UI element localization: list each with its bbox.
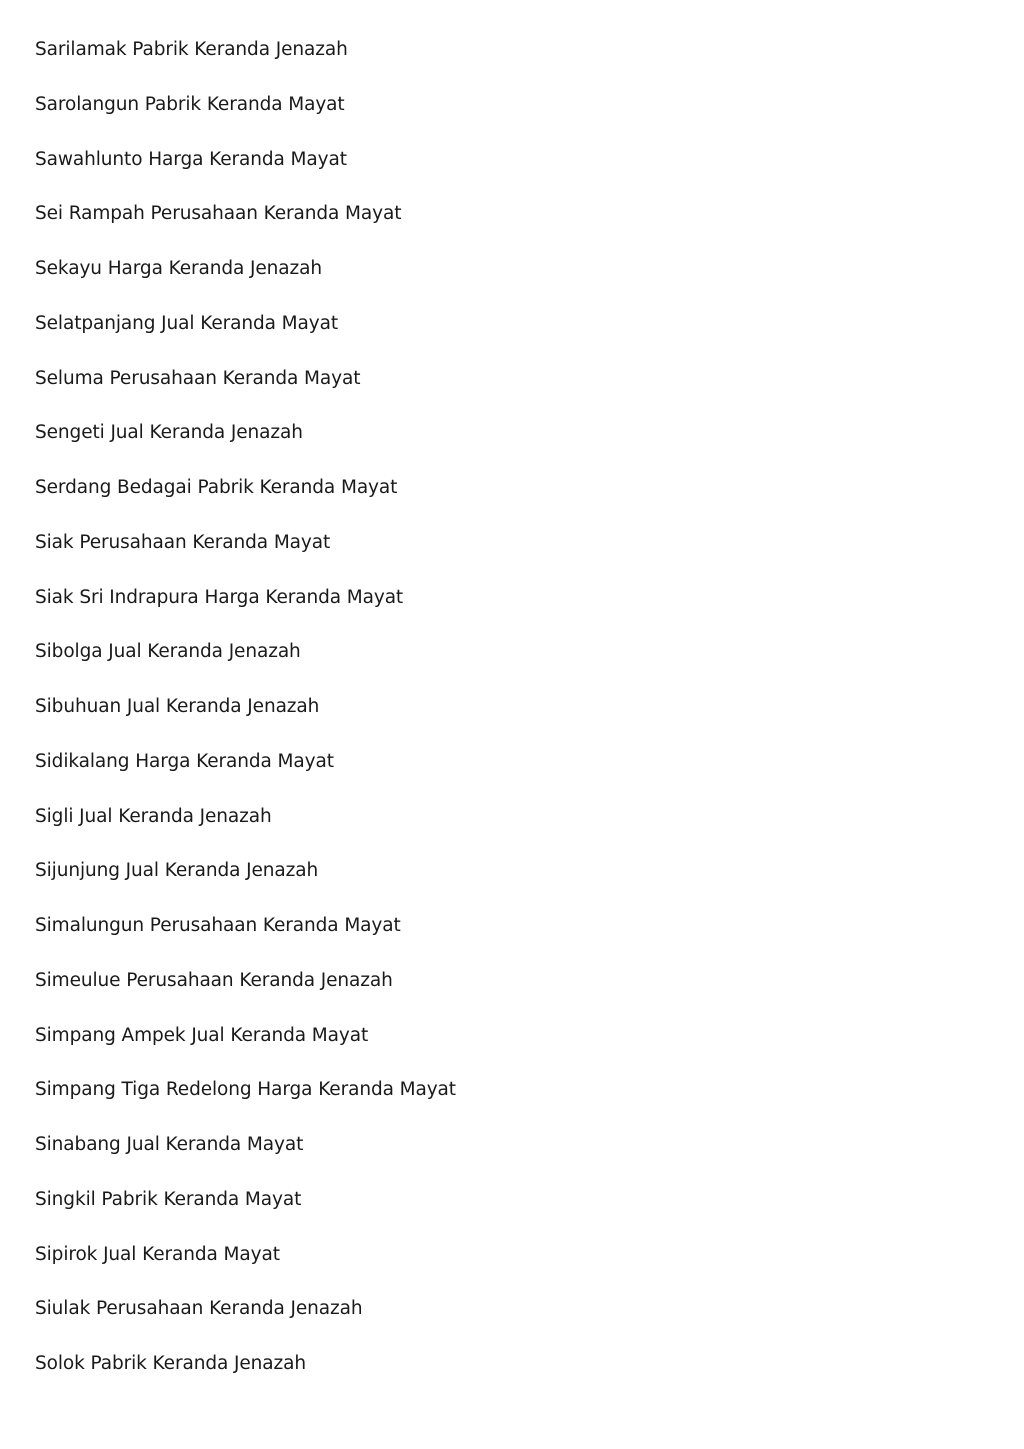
list-item: Sawahlunto Harga Keranda Mayat [35,148,347,170]
list-item: Siak Sri Indrapura Harga Keranda Mayat [35,586,404,608]
list-item: Sarilamak Pabrik Keranda Jenazah [35,39,348,60]
list-item: Sibolga Jual Keranda Jenazah [35,641,301,663]
list-item: Sidikalang Harga Keranda Mayat [35,750,334,772]
list-item: Selatpanjang Jual Keranda Mayat [35,312,338,334]
list-item: Simpang Tiga Redelong Harga Keranda Mayat [35,1079,456,1101]
list-item: Seluma Perusahaan Keranda Mayat [35,367,361,389]
list-item: Sibuhuan Jual Keranda Jenazah [35,696,320,717]
list-item: Sijunjung Jual Keranda Jenazah [35,860,319,882]
list-item: Solok Pabrik Keranda Jenazah [35,1353,306,1374]
list-item: Sei Rampah Perusahaan Keranda Mayat [35,203,402,225]
list-item: Sarolangun Pabrik Keranda Mayat [35,93,345,115]
list-item: Sinabang Jual Keranda Mayat [35,1134,304,1155]
list-item: Simpang Ampek Jual Keranda Mayat [35,1024,369,1046]
list-item: Sengeti Jual Keranda Jenazah [35,422,303,444]
list-item: Sekayu Harga Keranda Jenazah [35,258,322,279]
list-item: Sigli Jual Keranda Jenazah [35,805,272,827]
list-item: Singkil Pabrik Keranda Mayat [35,1188,302,1210]
list-item: Sipirok Jual Keranda Mayat [35,1243,280,1265]
location-list [35,36,456,1405]
list-item: Simalungun Perusahaan Keranda Mayat [35,915,401,936]
list-item: Siulak Perusahaan Keranda Jenazah [35,1298,363,1320]
list-item: Simeulue Perusahaan Keranda Jenazah [35,969,393,991]
list-item: Siak Perusahaan Keranda Mayat [35,531,331,553]
list-item: Serdang Bedagai Pabrik Keranda Mayat [35,477,398,498]
